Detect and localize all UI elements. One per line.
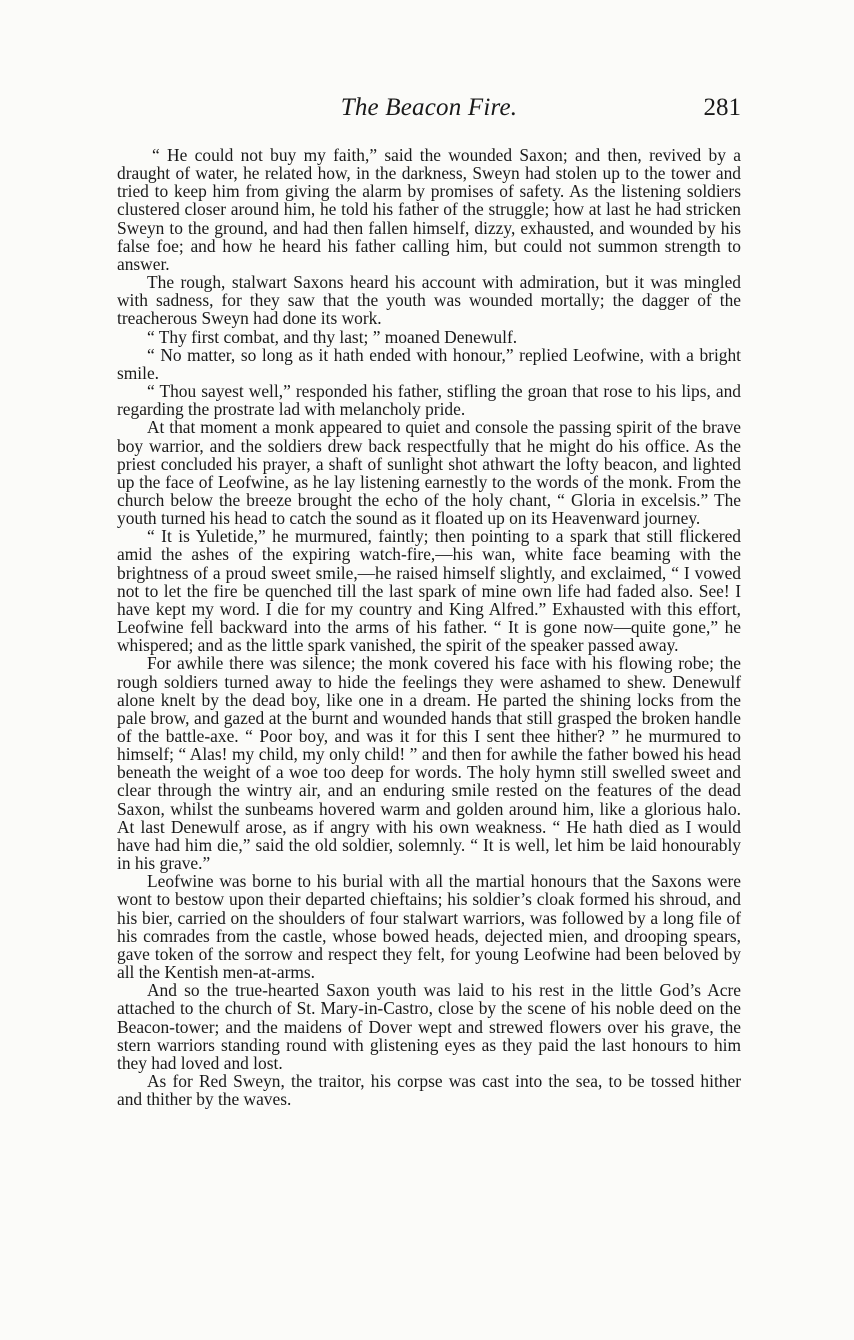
paragraph: At that moment a monk appeared to quiet and console the passing spirit of the brave boy warrior, and the soldiers drew back respectfully that he might do his office. As the priest concluded his prayer, a shaft of sunlight shot athwart the lofty beacon, and lighted up the face of Leofwine, as he lay listening earnestly to the words of the monk. From the church below the breeze brought the echo of the holy chant, “ Gloria in excelsis.” The youth turned his head to catch the sound as it floated up on its Heavenward journey. (117, 417, 741, 529)
paragraph: The rough, stalwart Saxons heard his account with admiration, but it was mingled with sadness, for they saw that the youth was wounded mortally; the dagger of the treacherous Sweyn had done its work. (117, 272, 741, 329)
paragraph: “ No matter, so long as it hath ended with honour,” replied Leofwine, with a bright smile. (117, 344, 741, 383)
running-title: The Beacon Fire. (340, 94, 518, 121)
paragraph: As for Red Sweyn, the traitor, his corpse was cast into the sea, to be tossed hither and thither by the waves. (117, 1070, 741, 1110)
paragraph: “ Thou sayest well,” responded his father, stifling the groan that rose to his lips, and regarding the prostrate lad with melancholy pride. (117, 381, 741, 420)
paragraph: Leofwine was borne to his burial with all the martial honours that the Saxons were wont to bestow upon their departed chieftains; his soldier’s cloak formed his shroud, and his bier, carried on the shoulders of four stalwart warriors, was followed by a long file of his comrades from the castle, whose bowed heads, dejected mien, and drooping spears, gave token of the sorrow and respect they felt, for young Leofwine had been beloved by all the Kentish men-at-arms. (117, 871, 741, 983)
paragraph: “ Thy first combat, and thy last; ” moaned Denewulf. (147, 326, 518, 347)
page-number: 281 (703, 94, 741, 121)
paragraph: “ He could not buy my faith,” said the wounded Saxon; and then, revived by a draught of water, he related how, in the darkness, Sweyn had stolen up to the tower and tried to keep him from giving the alarm by promises of safety. As the listening soldiers clustered closer around him, he told his father of the struggle; how at last he had stricken Sweyn to the ground, and had then fallen himself, dizzy, exhausted, and wounded by his false foe; and how he heard his father calling him, but could not summon strength to answer. (117, 145, 741, 274)
body-text (117, 146, 741, 1108)
paragraph: For awhile there was silence; the monk covered his face with his flowing robe; the rough soldiers turned away to hide the feelings they were ashamed to shew. Denewulf alone knelt by the dead boy, like one in a dream. He parted the shining locks from the pale brow, and gazed at the burnt and wounded hands that still grasped the broken handle of the battle-axe. “ Poor boy, and was it for this I sent thee hither? ” he murmured to himself; “ Alas! my child, my only child! ” and then for awhile the father bowed his head beneath the weight of a woe too deep for words. The holy hymn still swelled sweet and clear through the wintry air, and an enduring smile rested on the features of the dead Saxon, whilst the sunbeams hovered warm and golden around him, like a glorious halo. At last Denewulf arose, as if angry with his own weakness. “ He hath died as I would have had him die,” said the old soldier, solemnly. “ It is well, let him be laid honourably in his grave.” (117, 653, 741, 874)
paragraph: “ It is Yuletide,” he murmured, faintly; then pointing to a spark that still flickered amid the ashes of the expiring watch-fire,—his wan, white face beaming with the brightness of a proud sweet smile,—he raised himself slightly, and exclaimed, “ I vowed not to let the fire be quenched till the last spark of mine own life had faded also. See! I have kept my word. I die for my country and King Alfred.” Exhausted with this effort, Leofwine fell backward into the arms of his father. “ It is gone now—quite gone,” he whispered; and as the little spark vanished, the spirit of the speaker passed away. (117, 526, 741, 656)
paragraph: And so the true-hearted Saxon youth was laid to his rest in the little God’s Acre attached to the church of St. Mary-in-Castro, close by the scene of his noble deed on the Beacon-tower; and the maidens of Dover wept and strewed flowers over his grave, the stern warriors standing round with glistening eyes as they paid the last honours to him they had loved and lost. (117, 980, 741, 1073)
page-header (117, 94, 741, 130)
